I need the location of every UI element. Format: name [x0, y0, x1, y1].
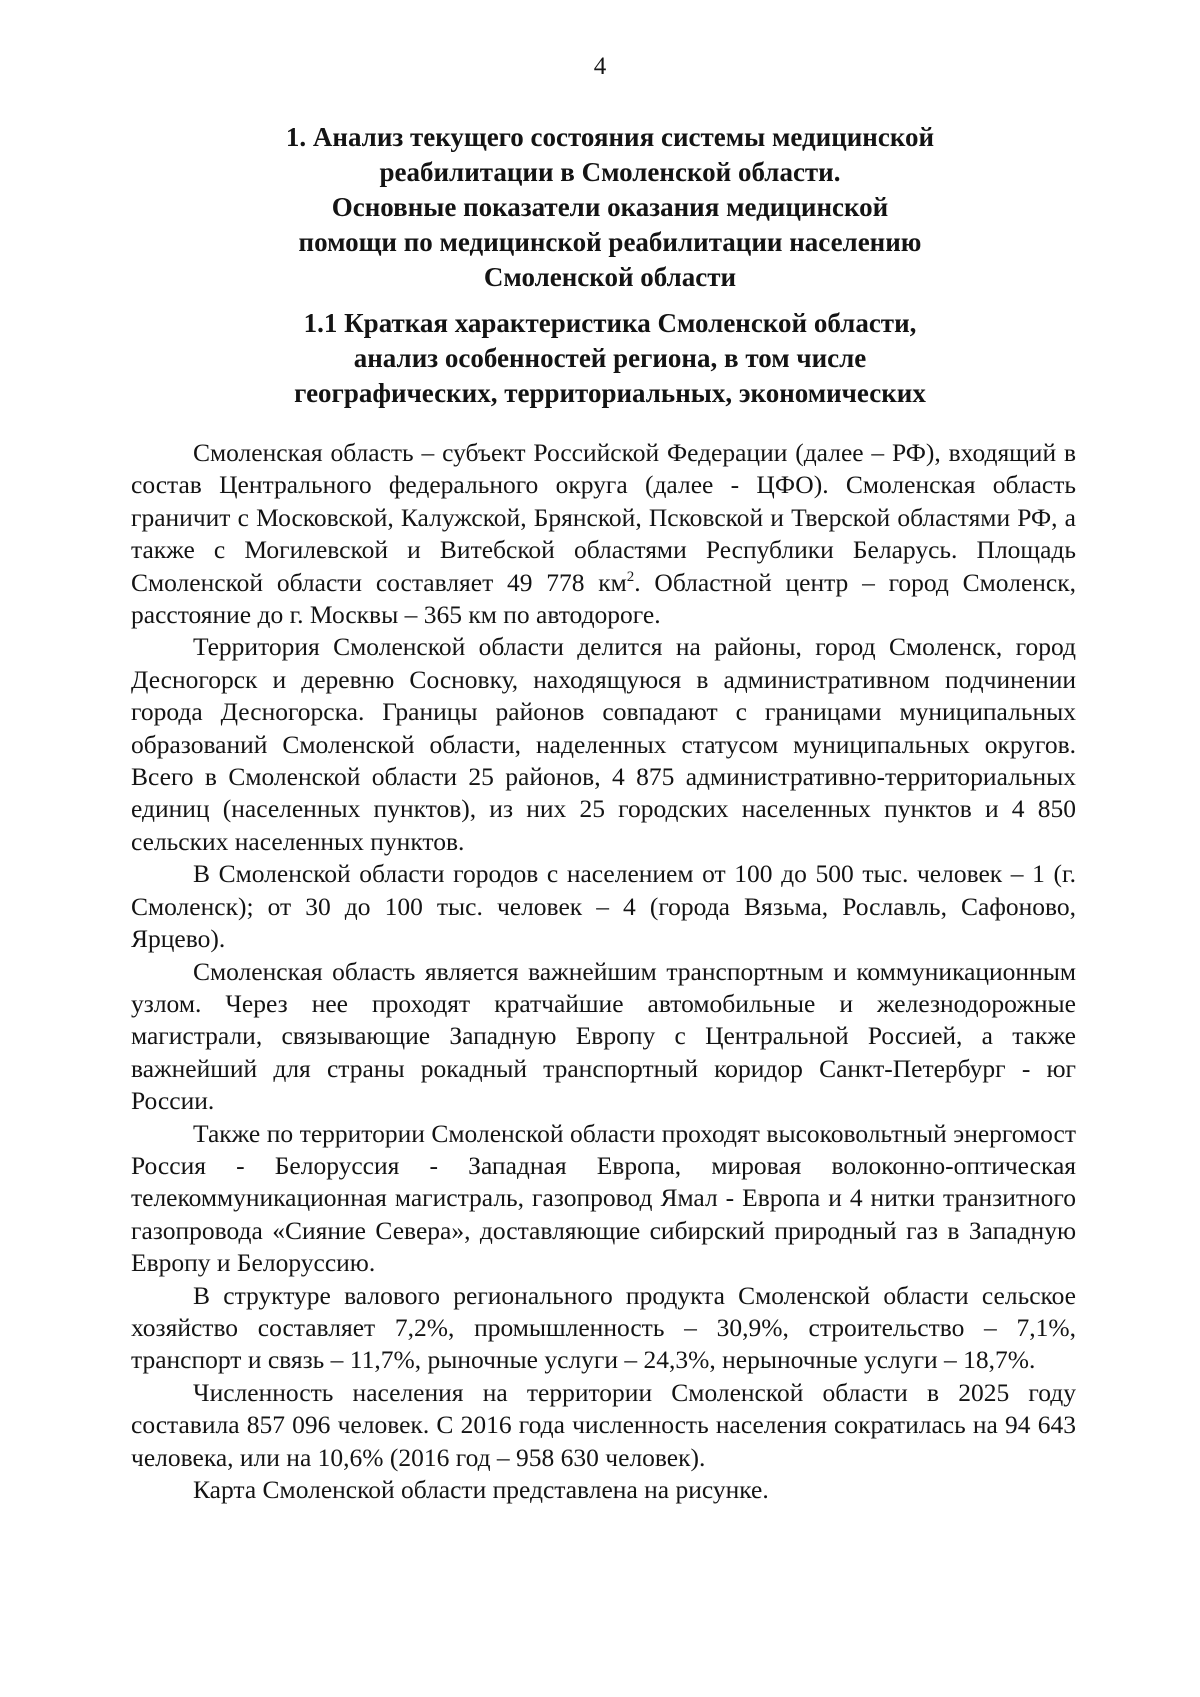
- heading-line: анализ особенностей региона, в том числе: [353, 343, 867, 373]
- heading-line: Основные показатели оказания медицинской: [331, 192, 889, 222]
- section-heading: [250, 120, 970, 295]
- paragraph-cities: В Смоленской области городов с населением от 100 до 500 тыс. человек – 1 (г. Смоленск); от 30 до 100 тыс. человек – 4 (города Вязьма, Рославль, Сафоново, Ярцево).: [131, 859, 1076, 954]
- heading-line: 1. Анализ текущего состояния системы медицинской: [285, 122, 935, 152]
- superscript: 2: [626, 568, 635, 585]
- paragraph-text: . Областной центр – город Смоленск, расстояние до г. Москвы – 365 км по автодороге.: [131, 567, 1076, 630]
- heading-line: 1.1 Краткая характеристика Смоленской области,: [303, 308, 917, 338]
- paragraph-territory: Территория Смоленской области делится на районы, город Смоленск, город Десногорск и деревню Сосновку, находящуюся в административном подчинении города Десногорска. Границы районов совпадают с границами муниципальных образований Смоленской области, наделенных статусом муниципальных округов. Всего в Смоленской области 25 районов, 4 875 административно-территориальных единиц (населенных пунктов), из них 25 городских населенных пунктов и 4 850 сельских населенных пунктов.: [131, 632, 1076, 856]
- heading-line: реабилитации в Смоленской области.: [379, 157, 841, 187]
- heading-line: помощи по медицинской реабилитации населению: [298, 227, 922, 257]
- paragraph-text: Смоленская область – субъект Российской Федерации (далее – РФ), входящий в состав Центрального федерального округа (далее - ЦФО). Смоленская область граничит с Московской, Калужской, Брянской, Псковской и Тверской областями РФ, а также с Могилевской и Витебской областями Республики Беларусь. Площадь Смоленской области составляет 49 778 км: [131, 438, 1076, 597]
- paragraph-transport: Смоленская область является важнейшим транспортным и коммуникационным узлом. Через нее проходят кратчайшие автомобильные и железнодорожные магистрали, связывающие Западную Европу с Центральной Россией, а также важнейший для страны рокадный транспортный коридор Санкт-Петербург - юг России.: [131, 956, 1076, 1116]
- paragraph-map-reference: Карта Смоленской области представлена на рисунке.: [193, 1475, 769, 1504]
- body-text: [131, 437, 1076, 1506]
- paragraph-population: Численность населения на территории Смоленской области в 2025 году составила 857 096 человек. С 2016 года численность населения сократилась на 94 643 человека, или на 10,6% (2016 год – 958 630 человек).: [131, 1377, 1076, 1472]
- heading-line: географических, территориальных, экономических: [294, 378, 926, 408]
- paragraph-economy: В структуре валового регионального продукта Смоленской области сельское хозяйство составляет 7,2%, промышленность – 30,9%, строительство – 7,1%, транспорт и связь – 11,7%, рыночные услуги – 24,3%, нерыночные услуги – 18,7%.: [131, 1280, 1076, 1375]
- heading-line: Смоленской области: [483, 262, 737, 292]
- page-number: 4: [593, 53, 607, 80]
- paragraph-region-overview: [131, 437, 1076, 631]
- paragraph-infrastructure: Также по территории Смоленской области проходят высоковольтный энергомост Россия - Белоруссия - Западная Европа, мировая волоконно-оптическая телекоммуникационная магистраль, газопровод Ямал - Европа и 4 нитки транзитного газопровода «Сияние Севера», доставляющие сибирский природный газ в Западную Европу и Белоруссию.: [131, 1118, 1076, 1278]
- subsection-heading: [250, 306, 970, 411]
